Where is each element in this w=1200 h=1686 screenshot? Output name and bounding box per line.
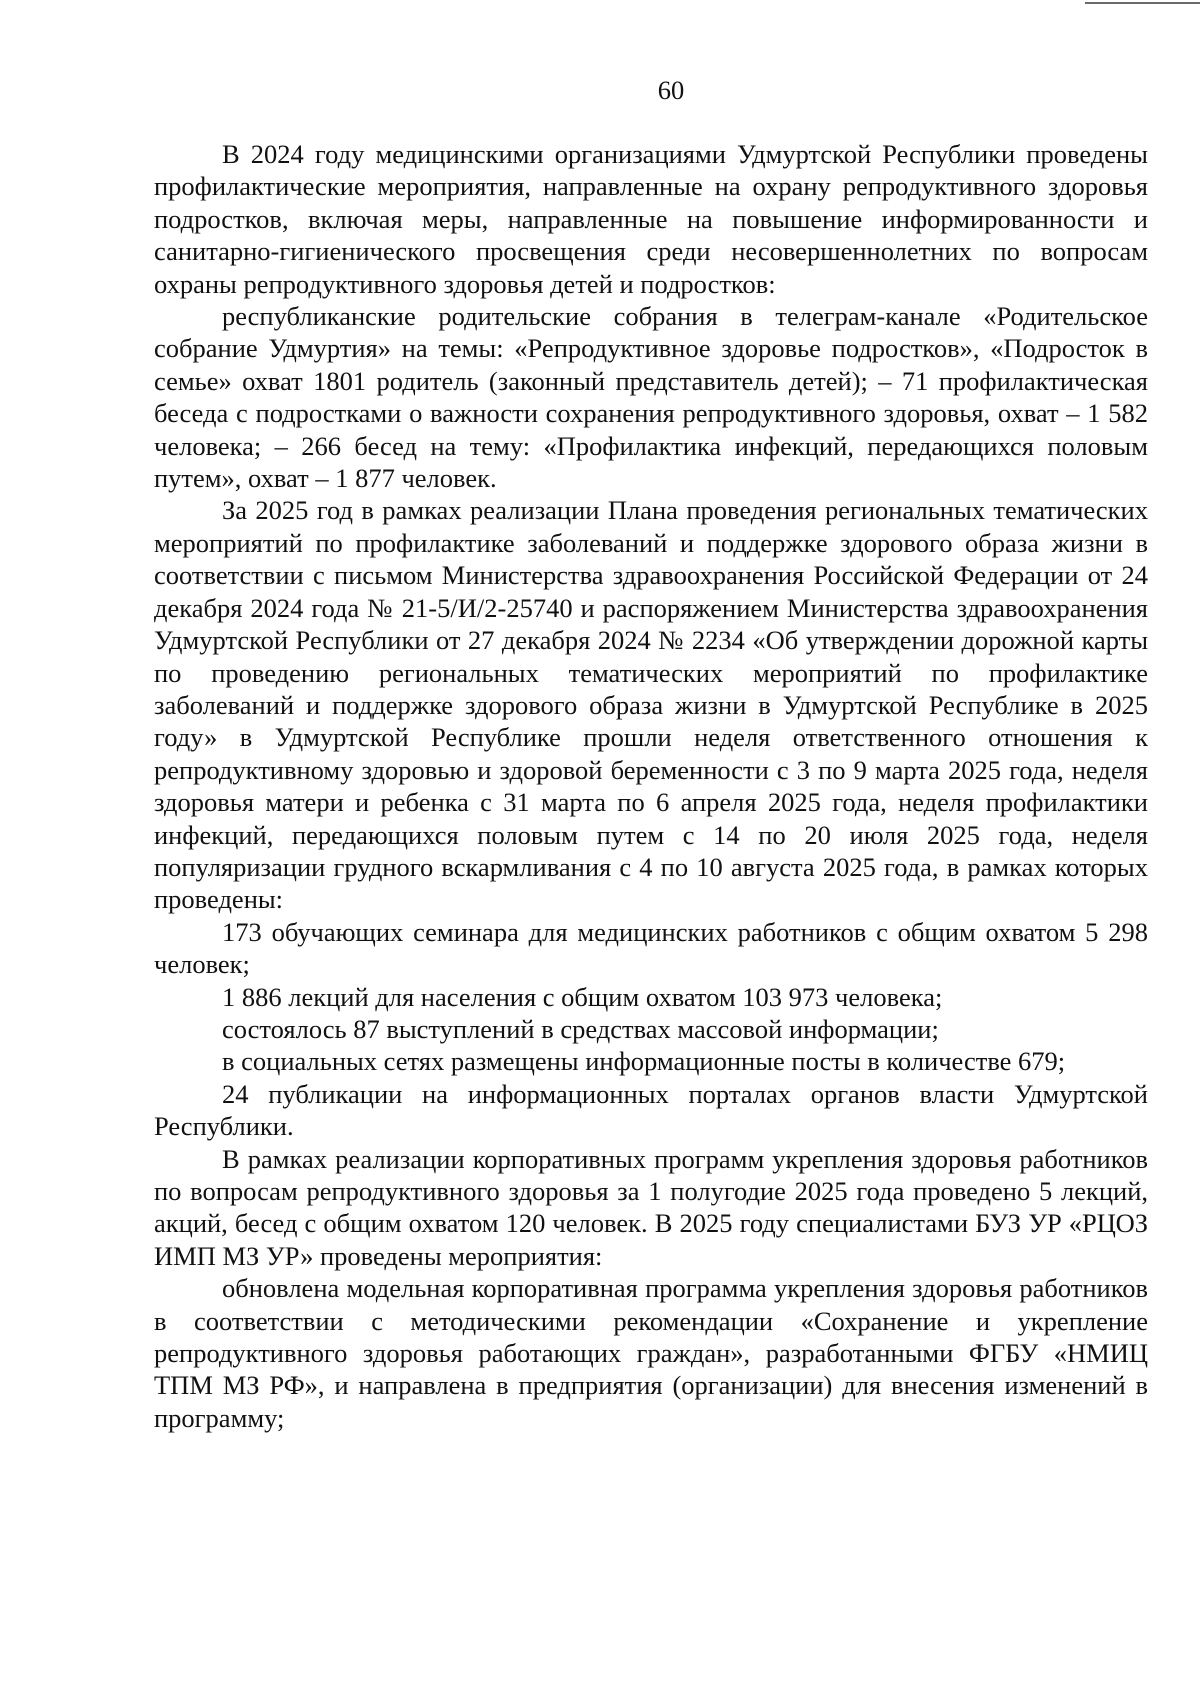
paragraph-4: 173 обучающих семинара для медицинских работников с общим охватом 5 298 человек; xyxy=(154,916,1148,980)
paragraph-2: республиканские родительские собрания в телеграм-канале «Родительское собрание Удмуртия» на темы: «Репродуктивное здоровье подростков», «Подросток в семье» охват 1801 родитель (законный представитель детей); – 71 профилактическая беседа с подростками о важности сохранения репродуктивного здоровья, охват – 1 582 человека; – 266 бесед на тему: «Профилактика инфекций, передающихся половым путем», охват – 1 877 человек. xyxy=(154,301,1148,494)
page-number: 60 xyxy=(657,75,685,105)
paragraph-9: В рамках реализации корпоративных программ укрепления здоровья работников по вопросам репродуктивного здоровья за 1 полугодие 2025 года проведено 5 лекций, акций, бесед с общим охватом 120 человек. В 2025 году специалистами БУЗ УР «РЦОЗ ИМП МЗ УР» проведены мероприятия: xyxy=(154,1143,1148,1271)
paragraph-3: За 2025 год в рамках реализации Плана проведения региональных тематических мероприятий по профилактике заболеваний и поддержке здорового образа жизни в соответствии с письмом Министерства здравоохранения Российской Федерации от 24 декабря 2024 года № 21-5/И/2-25740 и распоряжением Министерства здравоохранения Удмуртской Республики от 27 декабря 2024 № 2234 «Об утверждении дорожной карты по проведению региональных тематических мероприятий по профилактике заболеваний и поддержке здорового образа жизни в Удмуртской Республике в 2025 году» в Удмуртской Республике прошли неделя ответственного отношения к репродуктивному здоровью и здоровой беременности с 3 по 9 марта 2025 года, неделя здоровья матери и ребенка с 31 марта по 6 апреля 2025 года, неделя профилактики инфекций, передающихся половым путем с 14 по 20 июля 2025 года, неделя популяризации грудного вскармливания с 4 по 10 августа 2025 года, в рамках которых проведены: xyxy=(154,495,1148,915)
paragraph-1: В 2024 году медицинскими организациями Удмуртской Республики проведены профилактические мероприятия, направленные на охрану репродуктивного здоровья подростков, включая меры, направленные на повышение информированности и санитарно-гигиенического просвещения среди несовершеннолетних по вопросам охраны репродуктивного здоровья детей и подростков: xyxy=(154,139,1148,299)
paragraph-10: обновлена модельная корпоративная программа укрепления здоровья работников в соответствии с методическими рекомендации «Сохранение и укрепление репродуктивного здоровья работающих граждан», разработанными ФГБУ «НМИЦ ТПМ МЗ РФ», и направлена в предприятия (организации) для внесения изменений в программу; xyxy=(154,1273,1148,1433)
paragraph-8: 24 публикации на информационных порталах органов власти Удмуртской Республики. xyxy=(154,1078,1148,1142)
paragraph-5: 1 886 лекций для населения с общим охватом 103 973 человека; xyxy=(222,981,943,1012)
paragraph-7: в социальных сетях размещены информационные посты в количестве 679; xyxy=(222,1046,1066,1077)
paragraph-6: состоялось 87 выступлений в средствах массовой информации; xyxy=(222,1013,939,1044)
